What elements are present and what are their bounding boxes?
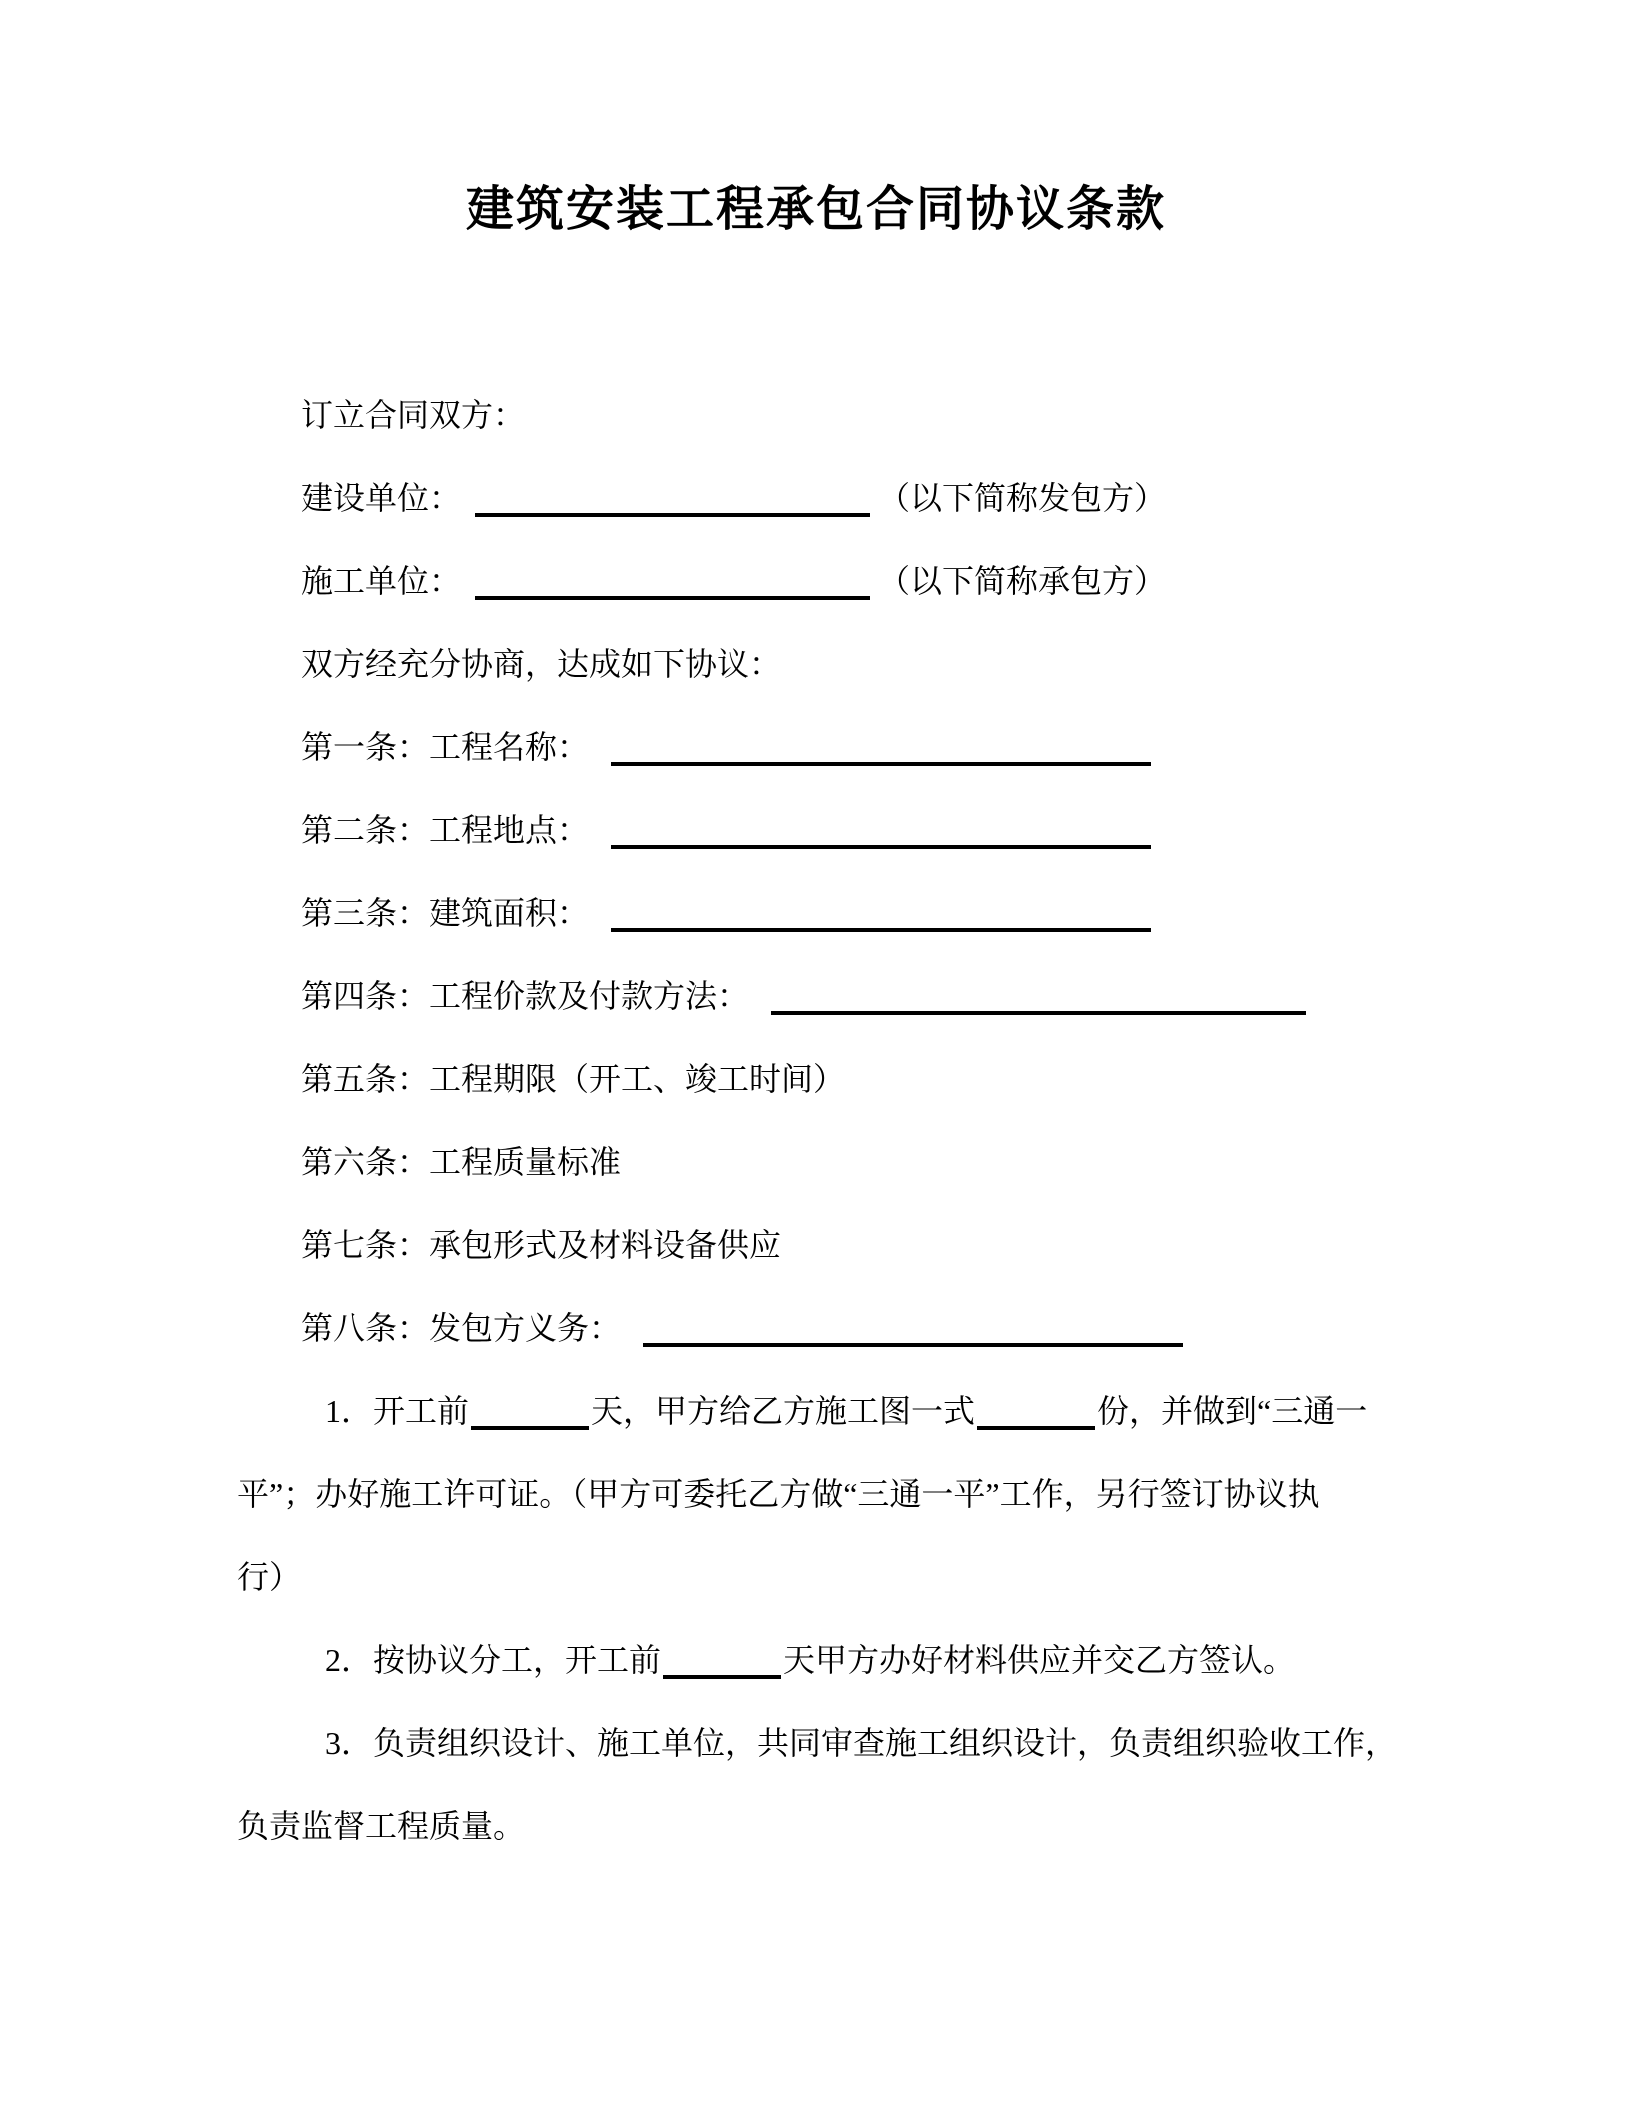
party-a-label: 建设单位： — [301, 480, 462, 516]
article-8-line — [237, 1287, 1395, 1370]
party-a-line — [237, 457, 1395, 540]
intro-line — [237, 374, 1395, 457]
party-b-line — [237, 540, 1395, 623]
article-7-label: 第七条：承包形式及材料设备供应 — [301, 1227, 782, 1263]
clause-1-blank-field-1[interactable] — [471, 1400, 589, 1430]
clause-3-line-1 — [237, 1702, 1398, 1785]
article-2-line — [237, 789, 1395, 872]
party-b-label: 施工单位： — [301, 563, 462, 599]
article-6-label: 第六条：工程质量标准 — [301, 1144, 622, 1180]
clause-1-line-1 — [237, 1370, 1395, 1453]
intro-text: 订立合同双方： — [301, 397, 526, 433]
article-2-label: 第二条：工程地点： — [301, 812, 590, 848]
article-7-line — [237, 1204, 1395, 1287]
article-6-line — [237, 1121, 1395, 1204]
clause-1-seg-3: 份，并做到“三通一 — [1097, 1393, 1368, 1429]
article-3-blank-field[interactable] — [611, 902, 1151, 932]
article-4-blank-field[interactable] — [771, 985, 1306, 1015]
article-5-line — [237, 1038, 1395, 1121]
party-a-note: （以下简称发包方） — [878, 480, 1167, 516]
clause-2-blank-field[interactable] — [663, 1649, 781, 1679]
article-3-line — [237, 872, 1395, 955]
article-1-label: 第一条：工程名称： — [301, 729, 590, 765]
consensus-line — [237, 623, 1395, 706]
document-body — [237, 374, 1398, 1868]
article-2-blank-field[interactable] — [611, 819, 1151, 849]
party-b-note: （以下简称承包方） — [878, 563, 1167, 599]
clause-2-seg-2: 天甲方办好材料供应并交乙方签认。 — [783, 1642, 1296, 1678]
clause-3-line-2 — [237, 1785, 1395, 1868]
party-b-blank-field[interactable] — [475, 570, 870, 600]
article-5-label: 第五条：工程期限（开工、竣工时间） — [301, 1061, 846, 1097]
article-8-label: 第八条：发包方义务： — [301, 1310, 622, 1346]
consensus-text: 双方经充分协商，达成如下协议： — [301, 646, 782, 682]
document-title: 建筑安装工程承包合同协议条款 — [465, 183, 1166, 236]
clause-1-seg-2: 天，甲方给乙方施工图一式 — [591, 1393, 976, 1429]
clause-1-line-3-text: 行） — [237, 1559, 302, 1595]
clause-3-line-1-text: 3．负责组织设计、施工单位，共同审查施工组织设计，负责组织验收工作， — [325, 1725, 1398, 1761]
article-1-blank-field[interactable] — [611, 736, 1151, 766]
clause-1-seg-1: 1．开工前 — [325, 1393, 470, 1429]
article-4-label: 第四条：工程价款及付款方法： — [301, 978, 750, 1014]
party-a-blank-field[interactable] — [475, 487, 870, 517]
clause-1-line-3 — [237, 1536, 1395, 1619]
clause-1-blank-field-2[interactable] — [977, 1400, 1095, 1430]
article-1-line — [237, 706, 1395, 789]
clause-1-line-2-text: 平”；办好施工许可证。（甲方可委托乙方做“三通一平”工作，另行签订协议执 — [237, 1476, 1320, 1512]
article-8-blank-field[interactable] — [643, 1317, 1183, 1347]
article-4-line — [237, 955, 1395, 1038]
article-3-label: 第三条：建筑面积： — [301, 895, 590, 931]
clause-1-line-2 — [237, 1453, 1395, 1536]
clause-2-line — [237, 1619, 1395, 1702]
clause-2-seg-1: 2．按协议分工，开工前 — [325, 1642, 662, 1678]
clause-3-line-2-text: 负责监督工程质量。 — [237, 1808, 526, 1844]
